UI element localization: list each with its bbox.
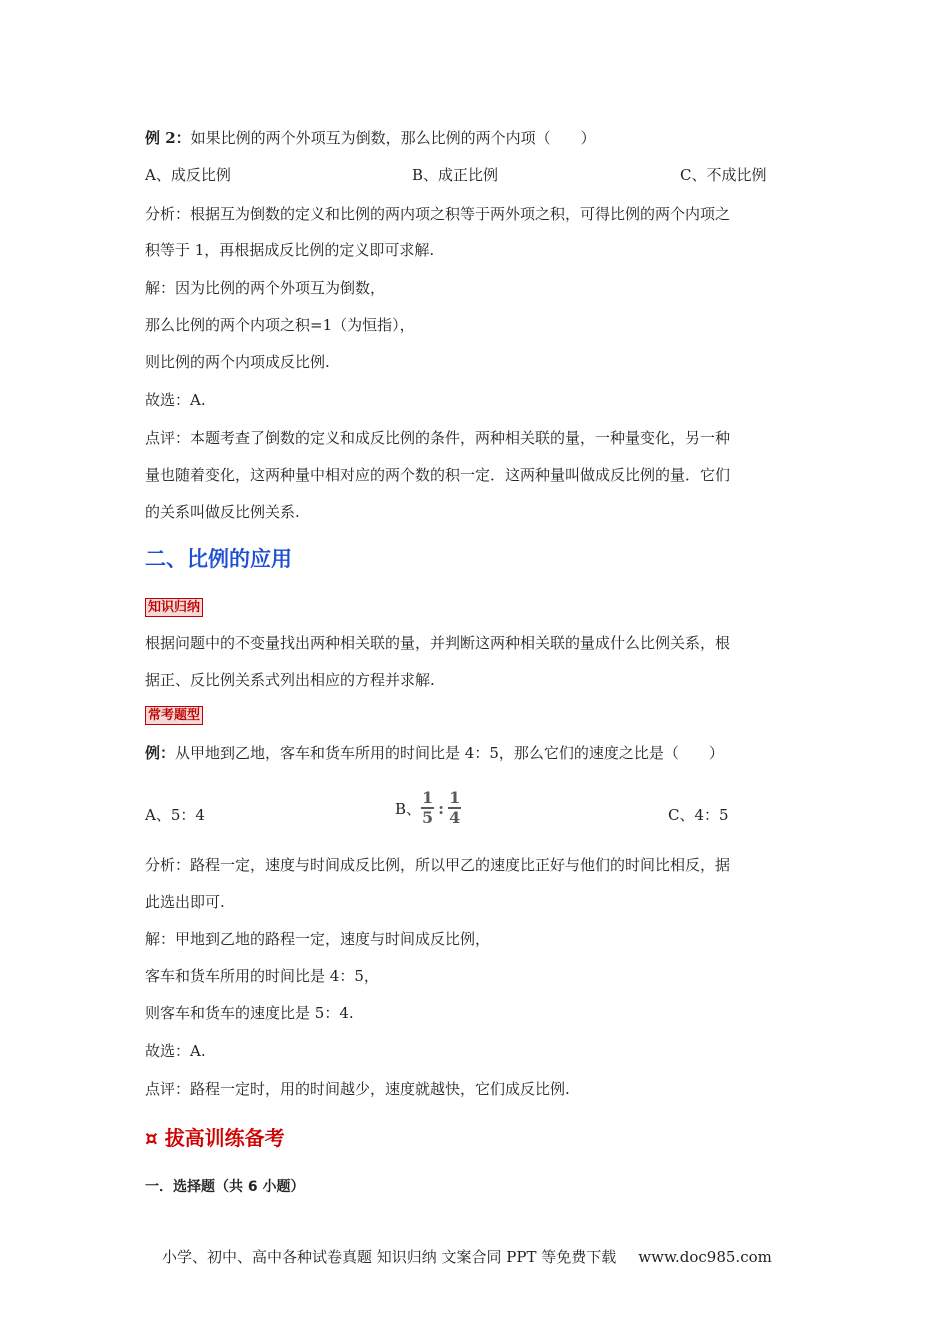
example2-solution-line-1: 解：因为比例的两个外项互为倒数， [145, 279, 386, 297]
fraction-one-fifth [421, 789, 434, 827]
footer-url[interactable]: www.doc985.com [638, 1248, 772, 1266]
example2-option-a: A、成反比例 [145, 166, 231, 184]
example2-analysis-line-2: 积等于 1，再根据成反比例的定义即可求解. [145, 241, 435, 259]
example3-analysis-line-2: 此选出即可. [145, 893, 225, 911]
example2-comment-line-2: 量也随着变化，这两种量中相对应的两个数的积一定．这两种量叫做成反比例的量．它们 [145, 466, 731, 484]
example3-solution-line-2: 客车和货车所用的时间比是 4：5， [145, 967, 379, 985]
example3-question-line [145, 743, 810, 763]
example2-choice: 故选：A. [145, 391, 206, 409]
example3-label: 例： [145, 744, 176, 762]
fraction-numerator: 1 [422, 788, 434, 807]
example3-question: 从甲地到乙地，客车和货车所用的时间比是 4：5，那么它们的速度之比是（ ） [175, 744, 724, 762]
example3-option-b [395, 789, 461, 827]
example2-comment-line-1: 点评：本题考查了倒数的定义和成反比例的条件，两种相关联的量，一种量变化，另一种 [145, 429, 731, 447]
footer-text: 小学、初中、高中各种试卷真题 知识归纳 文案合同 PPT 等免费下载 [162, 1248, 617, 1266]
fraction-one-fourth [448, 789, 461, 827]
example2-label: 例 2： [145, 129, 191, 147]
knowledge-tag: 知识归纳 [145, 598, 203, 617]
example3-choice: 故选：A. [145, 1042, 206, 1060]
example3-solution-line-3: 则客车和货车的速度比是 5：4. [145, 1004, 354, 1022]
page-footer [162, 1246, 772, 1267]
knowledge-line-2: 据正、反比例关系式列出相应的方程并求解. [145, 671, 435, 689]
example2-option-c: C、不成比例 [680, 166, 767, 184]
example2-comment-line-3: 的关系叫做反比例关系. [145, 503, 300, 521]
example3-option-c: C、4：5 [668, 806, 729, 824]
example2-solution-line-3: 则比例的两个内项成反比例. [145, 353, 330, 371]
fraction-numerator: 1 [449, 788, 461, 807]
example3-option-b-prefix: B、 [395, 799, 422, 818]
example3-analysis-line-1: 分析：路程一定，速度与时间成反比例，所以甲乙的速度比正好与他们的时间比相反，据 [145, 856, 731, 874]
example2-solution-line-2: 那么比例的两个内项之积=1（为恒指）， [145, 316, 415, 334]
training-title: ¤ 拔高训练备考 [145, 1126, 285, 1150]
example2-question-line [145, 128, 810, 148]
example3-solution-line-1: 解：甲地到乙地的路程一定，速度与时间成反比例， [145, 930, 491, 948]
example2-option-b: B、成正比例 [412, 166, 499, 184]
knowledge-line-1: 根据问题中的不变量找出两种相关联的量，并判断这两种相关联的量成什么比例关系，根 [145, 634, 731, 652]
example3-option-a: A、5：4 [145, 806, 205, 824]
example3-comment: 点评：路程一定时，用的时间越少，速度就越快，它们成反比例. [145, 1080, 570, 1098]
section-title: 二、比例的应用 [145, 547, 292, 571]
fraction-denominator: 5 [422, 808, 434, 827]
example2-question: 如果比例的两个外项互为倒数，那么比例的两个内项（ ） [190, 129, 596, 147]
example2-analysis-line-1: 分析：根据互为倒数的定义和比例的两内项之积等于两外项之积，可得比例的两个内项之 [145, 205, 731, 223]
common-question-tag: 常考题型 [145, 706, 203, 725]
fraction-denominator: 4 [449, 808, 461, 827]
training-subtitle: 一．选择题（共 6 小题） [145, 1179, 305, 1195]
ratio-colon: : [438, 798, 445, 818]
